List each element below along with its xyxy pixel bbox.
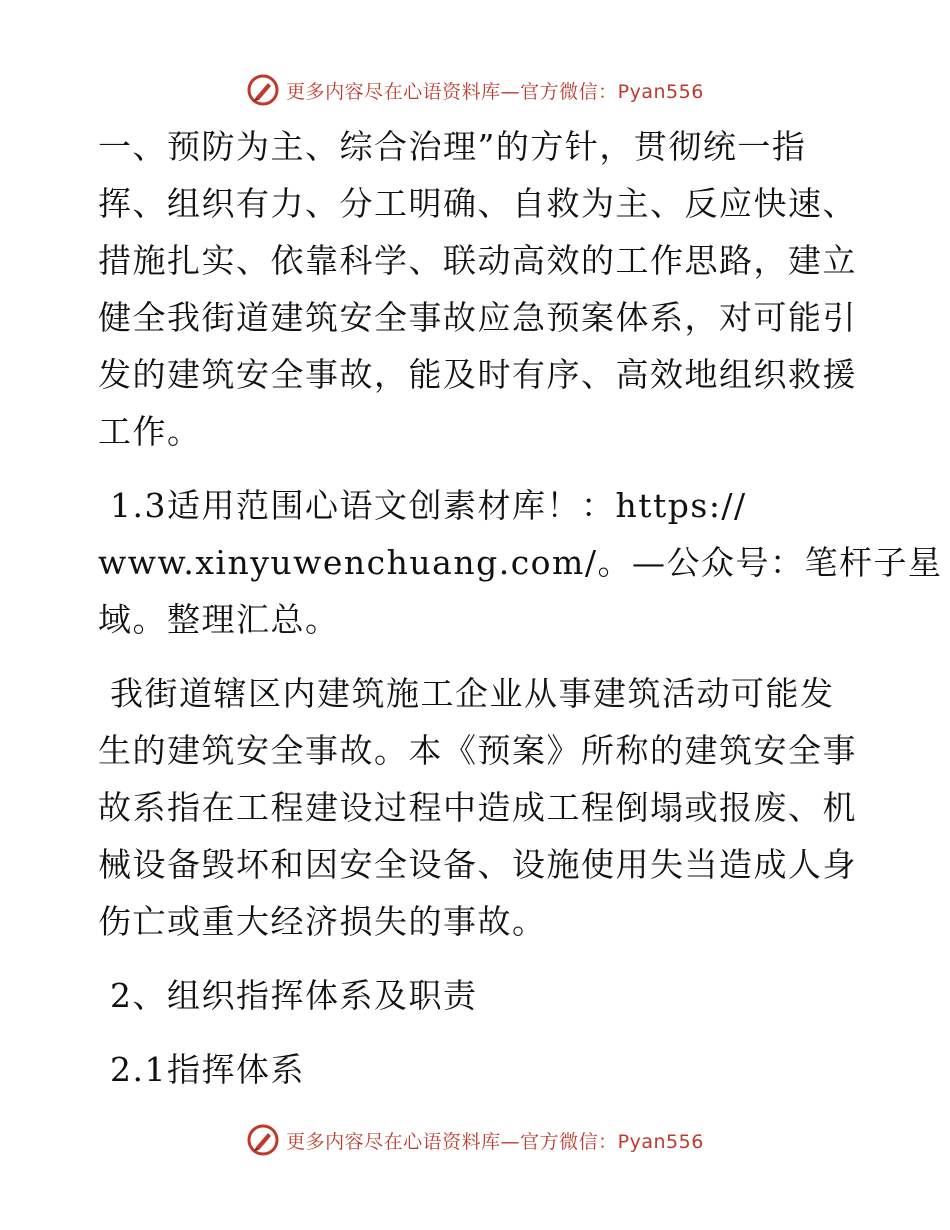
- footer-banner-text: 更多内容尽在心语资料库—官方微信：Pyan556: [286, 1130, 704, 1153]
- pen-logo-icon: [246, 1123, 280, 1157]
- header-banner-text: 更多内容尽在心语资料库—官方微信：Pyan556: [286, 80, 704, 103]
- paragraph-principles: [98, 118, 858, 460]
- text-line: 健全我街道建筑安全事故应急预案体系，对可能引: [98, 298, 857, 337]
- text-line: 挥、组织有力、分工明确、自救为主、反应快速、: [98, 184, 857, 223]
- text-line: 故系指在工程建设过程中造成工程倒塌或报废、机: [98, 788, 857, 827]
- text-line: 1.3适用范围心语文创素材库！：https://: [110, 486, 747, 525]
- text-line: 域。整理汇总。: [98, 600, 340, 639]
- paragraph-scope: [98, 665, 858, 950]
- text-line: 械设备毁坏和因安全设备、设施使用失当造成人身: [98, 845, 857, 884]
- paragraph-scope-heading: [98, 477, 943, 648]
- text-line: 伤亡或重大经济损失的事故。: [98, 902, 547, 941]
- text-line: 发的建筑安全事故，能及时有序、高效地组织救援: [98, 355, 857, 394]
- section-heading-2-1: [98, 1041, 858, 1098]
- text-line: www.xinyuwenchuang.com/。—公众号：笔杆子星: [98, 543, 943, 582]
- text-line: 措施扎实、依靠科学、联动高效的工作思路，建立: [98, 241, 857, 280]
- footer-banner: [0, 1120, 950, 1160]
- header-banner-inner: [246, 73, 704, 107]
- text-line: 2.1指挥体系: [110, 1050, 305, 1089]
- footer-banner-inner: [246, 1123, 704, 1157]
- text-line: 2、组织指挥体系及职责: [110, 976, 478, 1015]
- pen-logo-icon: [246, 73, 280, 107]
- section-heading-2: [98, 967, 858, 1024]
- text-line: 一、预防为主、综合治理”的方针，贯彻统一指: [98, 127, 807, 166]
- text-line: 生的建筑安全事故。本《预案》所称的建筑安全事: [98, 731, 857, 770]
- text-line: 我街道辖区内建筑施工企业从事建筑活动可能发: [110, 674, 835, 713]
- header-banner: [0, 70, 950, 110]
- text-line: 工作。: [98, 412, 202, 451]
- document-body: [98, 118, 943, 1115]
